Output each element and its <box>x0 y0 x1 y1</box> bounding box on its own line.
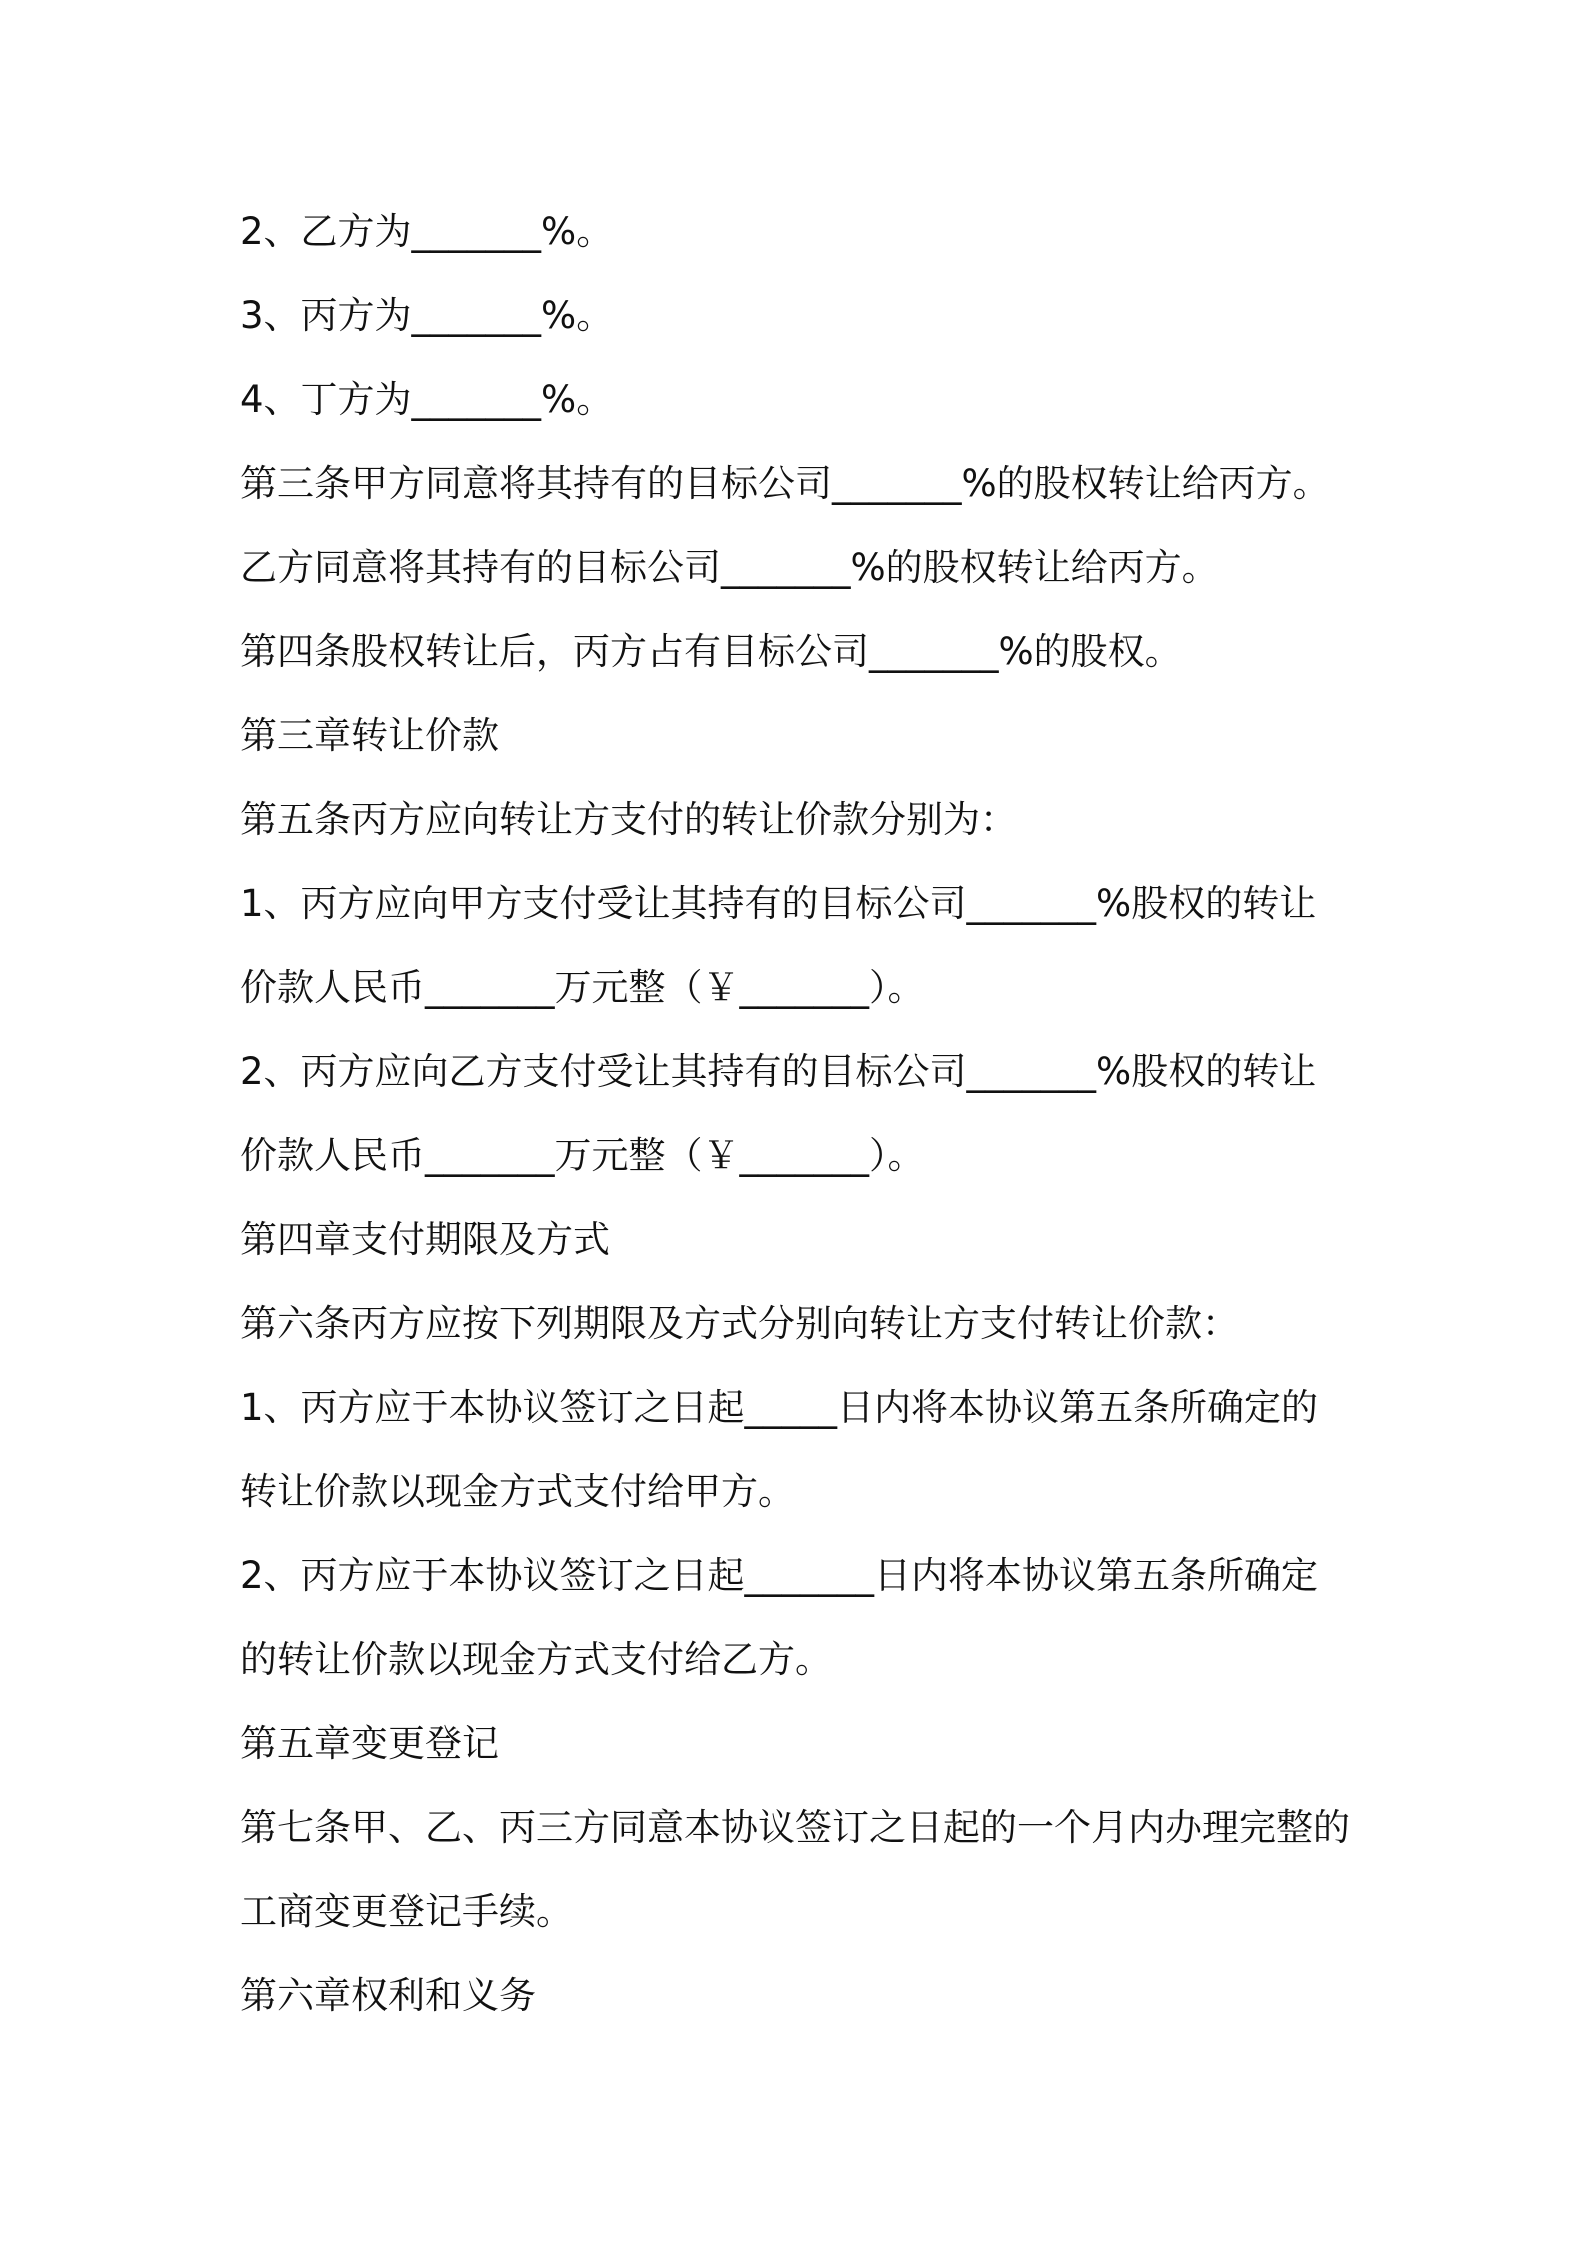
article-5-item-2: 2、丙方应向乙方支付受让其持有的目标公司_______%股权的转让 <box>240 1050 1317 1093</box>
article-5-paragraph: 第五条丙方应向转让方支付的转让价款分别为： <box>240 798 1017 841</box>
article-4-paragraph: 第四条股权转让后，丙方占有目标公司_______%的股权。 <box>240 630 1182 673</box>
article-6-item-1-continued: 转让价款以现金方式支付给甲方。 <box>240 1470 795 1513</box>
chapter-4-heading: 第四章支付期限及方式 <box>240 1218 610 1261</box>
article-3-paragraph-continued: 乙方同意将其持有的目标公司_______%的股权转让给丙方。 <box>240 546 1219 589</box>
article-6-item-2: 2、丙方应于本协议签订之日起_______日内将本协议第五条所确定 <box>240 1554 1319 1597</box>
article-7-paragraph: 第七条甲、乙、丙三方同意本协议签订之日起的一个月内办理完整的 <box>240 1806 1350 1849</box>
article-6-paragraph: 第六条丙方应按下列期限及方式分别向转让方支付转让价款： <box>240 1302 1239 1345</box>
list-item-party-b-share: 2、乙方为_______%。 <box>240 210 614 253</box>
article-5-item-1-continued: 价款人民币_______万元整（￥_______）。 <box>240 966 925 1009</box>
article-5-item-2-continued: 价款人民币_______万元整（￥_______）。 <box>240 1134 925 1177</box>
article-6-item-2-continued: 的转让价款以现金方式支付给乙方。 <box>240 1638 832 1681</box>
chapter-5-heading: 第五章变更登记 <box>240 1722 499 1765</box>
list-item-party-d-share: 4、丁方为_______%。 <box>240 378 614 421</box>
article-3-paragraph: 第三条甲方同意将其持有的目标公司_______%的股权转让给丙方。 <box>240 462 1330 505</box>
document-body <box>240 190 1380 2038</box>
article-6-item-1: 1、丙方应于本协议签订之日起_____日内将本协议第五条所确定的 <box>240 1386 1319 1429</box>
chapter-6-heading: 第六章权利和义务 <box>240 1974 536 2017</box>
article-7-paragraph-continued: 工商变更登记手续。 <box>240 1890 573 1933</box>
chapter-3-heading: 第三章转让价款 <box>240 714 499 757</box>
article-5-item-1: 1、丙方应向甲方支付受让其持有的目标公司_______%股权的转让 <box>240 882 1317 925</box>
list-item-party-c-share: 3、丙方为_______%。 <box>240 294 614 337</box>
